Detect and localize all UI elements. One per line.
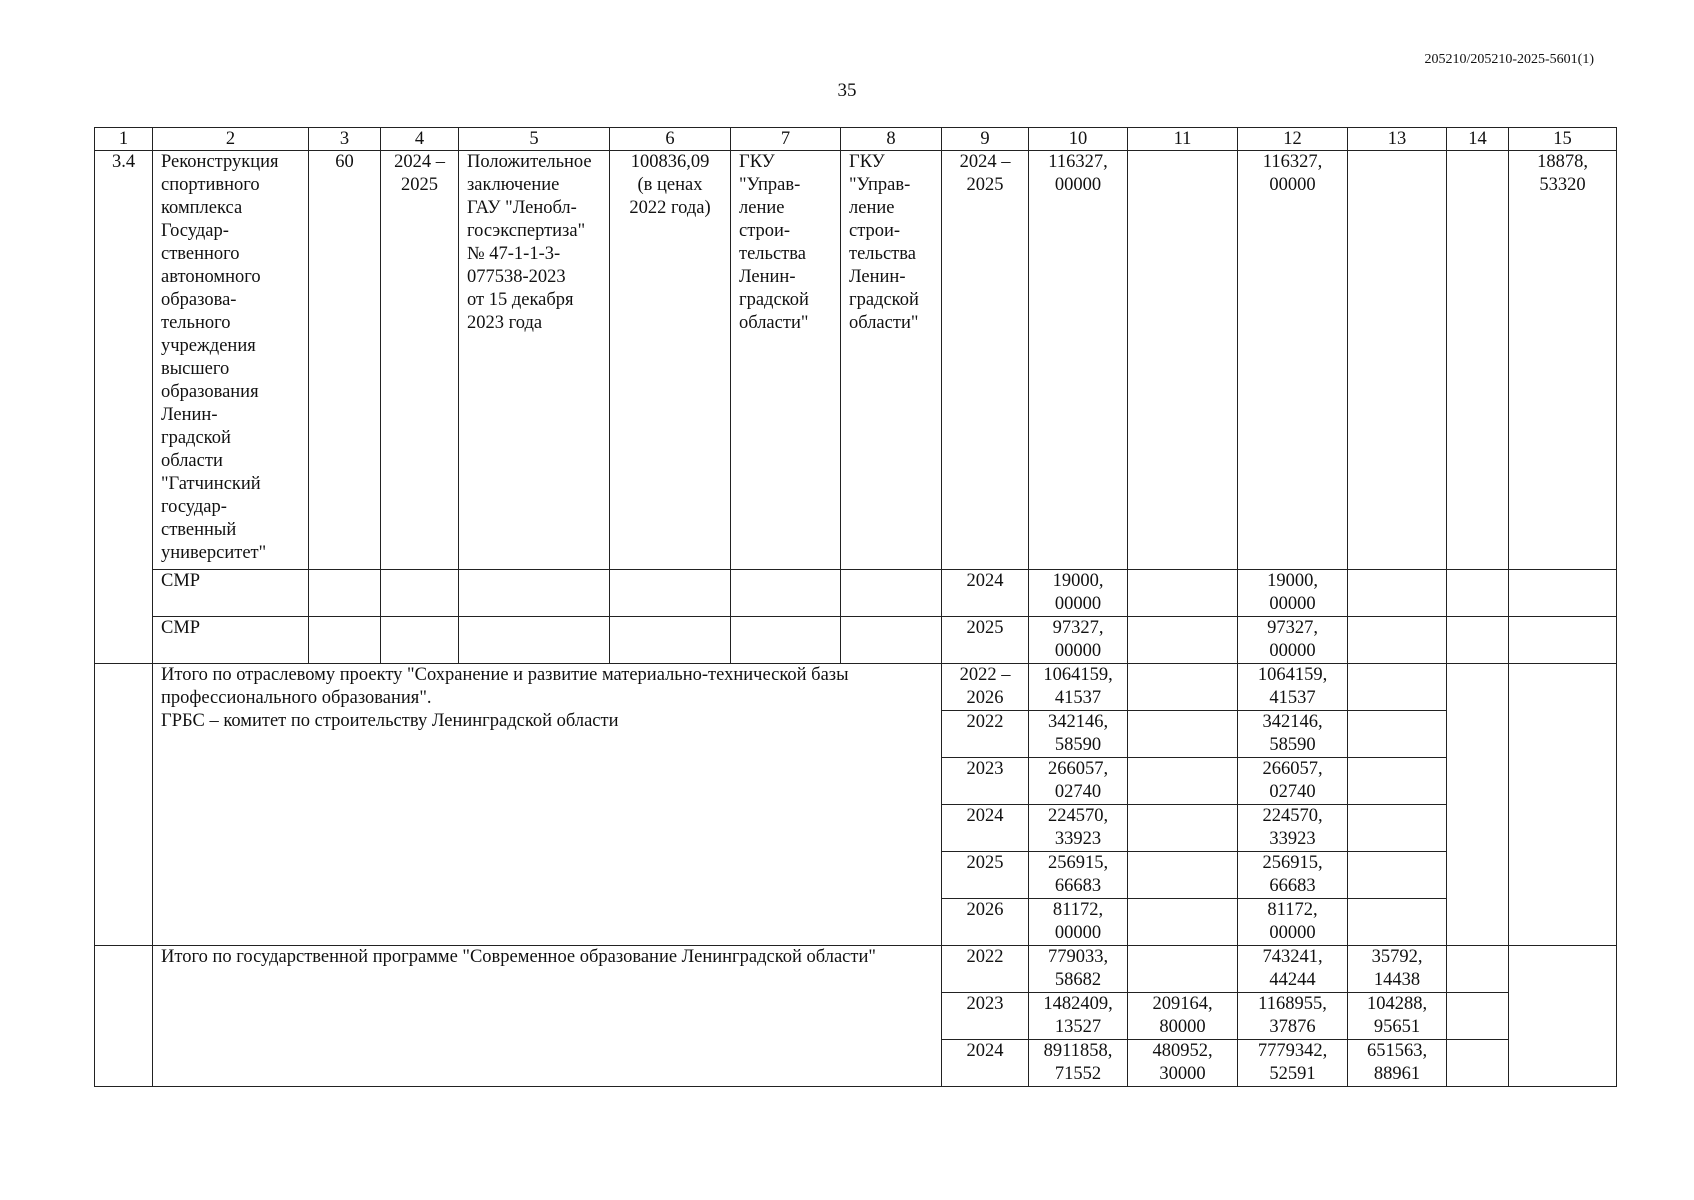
header-cell: 2 <box>153 128 309 151</box>
project-year: 2022 – 2026 <box>942 664 1029 711</box>
header-cell: 6 <box>610 128 731 151</box>
program-year: 2022 <box>942 946 1029 993</box>
cell-col15: 18878, 53320 <box>1509 151 1617 570</box>
header-cell: 11 <box>1128 128 1238 151</box>
data-table <box>94 127 1617 1087</box>
header-cell: 13 <box>1348 128 1447 151</box>
object-number: 3.4 <box>95 151 153 664</box>
program-col11: 209164, 80000 <box>1128 993 1238 1040</box>
subrow-name: СМР <box>153 617 309 664</box>
header-cell: 4 <box>381 128 459 151</box>
program-col12: 743241, 44244 <box>1238 946 1348 993</box>
program-col10: 8911858, 71552 <box>1029 1040 1128 1087</box>
project-col12: 1064159, 41537 <box>1238 664 1348 711</box>
project-year: 2023 <box>942 758 1029 805</box>
subrow-name: СМР <box>153 570 309 617</box>
header-cell: 12 <box>1238 128 1348 151</box>
subrow-col10: 97327, 00000 <box>1029 617 1128 664</box>
header-cell: 9 <box>942 128 1029 151</box>
program-col12: 7779342, 52591 <box>1238 1040 1348 1087</box>
program-total-text: Итого по государственной программе "Современное образование Ленинградской области" <box>153 946 942 1087</box>
project-col10: 342146, 58590 <box>1029 711 1128 758</box>
header-cell: 8 <box>841 128 942 151</box>
header-cell: 5 <box>459 128 610 151</box>
table-row <box>95 946 1617 993</box>
subrow-year: 2025 <box>942 617 1029 664</box>
project-col10: 1064159, 41537 <box>1029 664 1128 711</box>
project-col10: 256915, 66683 <box>1029 852 1128 899</box>
subrow-col12: 19000, 00000 <box>1238 570 1348 617</box>
table-row <box>95 617 1617 664</box>
header-cell: 7 <box>731 128 841 151</box>
program-col11 <box>1128 946 1238 993</box>
cell-col12: 116327, 00000 <box>1238 151 1348 570</box>
program-col10: 779033, 58682 <box>1029 946 1128 993</box>
program-year: 2023 <box>942 993 1029 1040</box>
program-col12: 1168955, 37876 <box>1238 993 1348 1040</box>
project-col10: 266057, 02740 <box>1029 758 1128 805</box>
header-cell: 14 <box>1447 128 1509 151</box>
table-row <box>95 664 1617 711</box>
header-cell: 10 <box>1029 128 1128 151</box>
table-row <box>95 570 1617 617</box>
project-col12: 256915, 66683 <box>1238 852 1348 899</box>
project-year: 2025 <box>942 852 1029 899</box>
page-number: 35 <box>837 80 857 101</box>
subrow-col12: 97327, 00000 <box>1238 617 1348 664</box>
project-total-text: Итого по отраслевому проекту "Сохранение и развитие материально-технической базы профессионального образования". ГРБС – комитет по строительству Ленинградской области <box>153 664 942 946</box>
header-cell: 1 <box>95 128 153 151</box>
cell-col14 <box>1447 151 1509 570</box>
project-year: 2026 <box>942 899 1029 946</box>
cell-col7: ГКУ "Управ- ление строи- тельства Ленин- градской области" <box>731 151 841 570</box>
cell-col8: ГКУ "Управ- ление строи- тельства Ленин- градской области" <box>841 151 942 570</box>
program-col11: 480952, 30000 <box>1128 1040 1238 1087</box>
project-col10: 81172, 00000 <box>1029 899 1128 946</box>
header-cell: 3 <box>309 128 381 151</box>
project-col12: 342146, 58590 <box>1238 711 1348 758</box>
project-col10: 224570, 33923 <box>1029 805 1128 852</box>
cell-col9: 2024 – 2025 <box>942 151 1029 570</box>
project-year: 2024 <box>942 805 1029 852</box>
subrow-year: 2024 <box>942 570 1029 617</box>
project-col12: 224570, 33923 <box>1238 805 1348 852</box>
header-cell: 15 <box>1509 128 1617 151</box>
cell-col13 <box>1348 151 1447 570</box>
subrow-col10: 19000, 00000 <box>1029 570 1128 617</box>
program-col13: 651563, 88961 <box>1348 1040 1447 1087</box>
cell-col6: 100836,09 (в ценах 2022 года) <box>610 151 731 570</box>
program-col13: 104288, 95651 <box>1348 993 1447 1040</box>
program-col13: 35792, 14438 <box>1348 946 1447 993</box>
project-col12: 266057, 02740 <box>1238 758 1348 805</box>
cell-col5: Положительное заключение ГАУ "Ленобл- госэкспертиза" № 47-1-1-3- 077538-2023 от 15 декабря 2023 года <box>459 151 610 570</box>
object-name: Реконструкция спортивного комплекса Государ- ственного автономного образова- тельного учреждения высшего образования Ленин- градской области "Гатчинский государ- ственный университет" <box>153 151 309 570</box>
project-col12: 81172, 00000 <box>1238 899 1348 946</box>
program-col10: 1482409, 13527 <box>1029 993 1128 1040</box>
cell-col11 <box>1128 151 1238 570</box>
cell-col10: 116327, 00000 <box>1029 151 1128 570</box>
project-year: 2022 <box>942 711 1029 758</box>
program-year: 2024 <box>942 1040 1029 1087</box>
document-id: 205210/205210-2025-5601(1) <box>1424 52 1594 67</box>
header-row <box>95 128 1617 151</box>
table-row <box>95 151 1617 570</box>
cell-col4: 2024 – 2025 <box>381 151 459 570</box>
cell-col3: 60 <box>309 151 381 570</box>
